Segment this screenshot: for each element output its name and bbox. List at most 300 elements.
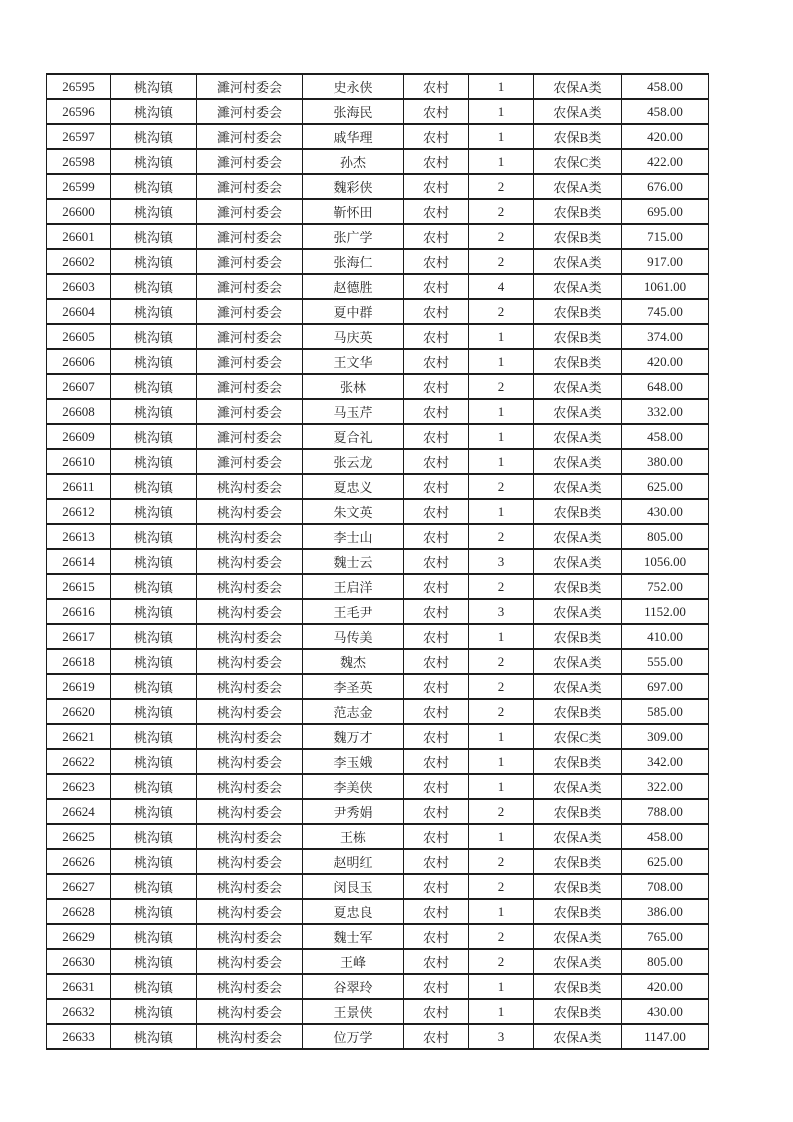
- table-row: [47, 674, 709, 699]
- cell-person-count: 1: [469, 499, 534, 524]
- cell-insurance-category: 农保A类: [534, 1024, 622, 1049]
- cell-village-committee: 桃沟村委会: [197, 874, 303, 899]
- cell-residence-type: 农村: [404, 949, 469, 974]
- cell-amount: 752.00: [622, 574, 709, 599]
- cell-person-name: 赵德胜: [303, 274, 404, 299]
- cell-village-committee: 桃沟村委会: [197, 699, 303, 724]
- cell-town: 桃沟镇: [111, 349, 197, 374]
- cell-village-committee: 桃沟村委会: [197, 774, 303, 799]
- cell-residence-type: 农村: [404, 349, 469, 374]
- cell-person-count: 2: [469, 374, 534, 399]
- cell-residence-type: 农村: [404, 899, 469, 924]
- cell-residence-type: 农村: [404, 399, 469, 424]
- cell-amount: 765.00: [622, 924, 709, 949]
- table-row: [47, 174, 709, 199]
- cell-person-name: 王毛尹: [303, 599, 404, 624]
- table-row: [47, 774, 709, 799]
- cell-insurance-category: 农保A类: [534, 424, 622, 449]
- cell-residence-type: 农村: [404, 124, 469, 149]
- cell-amount: 410.00: [622, 624, 709, 649]
- cell-amount: 420.00: [622, 974, 709, 999]
- cell-serial: 26598: [47, 149, 111, 174]
- cell-person-name: 戚华理: [303, 124, 404, 149]
- cell-village-committee: 濉河村委会: [197, 374, 303, 399]
- cell-serial: 26626: [47, 849, 111, 874]
- cell-person-count: 2: [469, 199, 534, 224]
- cell-insurance-category: 农保B类: [534, 349, 622, 374]
- cell-town: 桃沟镇: [111, 699, 197, 724]
- cell-amount: 1152.00: [622, 599, 709, 624]
- cell-town: 桃沟镇: [111, 199, 197, 224]
- cell-person-count: 2: [469, 574, 534, 599]
- cell-amount: 332.00: [622, 399, 709, 424]
- cell-serial: 26610: [47, 449, 111, 474]
- cell-serial: 26606: [47, 349, 111, 374]
- cell-village-committee: 桃沟村委会: [197, 474, 303, 499]
- table-row: [47, 124, 709, 149]
- cell-person-count: 1: [469, 99, 534, 124]
- cell-village-committee: 桃沟村委会: [197, 574, 303, 599]
- cell-insurance-category: 农保B类: [534, 299, 622, 324]
- cell-insurance-category: 农保A类: [534, 524, 622, 549]
- cell-town: 桃沟镇: [111, 524, 197, 549]
- table-row: [47, 399, 709, 424]
- cell-person-name: 王景侠: [303, 999, 404, 1024]
- cell-person-count: 3: [469, 549, 534, 574]
- cell-person-count: 2: [469, 799, 534, 824]
- cell-town: 桃沟镇: [111, 724, 197, 749]
- cell-town: 桃沟镇: [111, 574, 197, 599]
- cell-insurance-category: 农保A类: [534, 274, 622, 299]
- cell-insurance-category: 农保B类: [534, 849, 622, 874]
- table-row: [47, 699, 709, 724]
- table-row: [47, 224, 709, 249]
- table-row: [47, 249, 709, 274]
- cell-insurance-category: 农保A类: [534, 774, 622, 799]
- table-row: [47, 999, 709, 1024]
- payment-roster-table: [46, 73, 709, 1050]
- cell-town: 桃沟镇: [111, 874, 197, 899]
- cell-town: 桃沟镇: [111, 1024, 197, 1049]
- cell-residence-type: 农村: [404, 699, 469, 724]
- cell-village-committee: 桃沟村委会: [197, 924, 303, 949]
- cell-person-name: 张广学: [303, 224, 404, 249]
- cell-residence-type: 农村: [404, 574, 469, 599]
- cell-residence-type: 农村: [404, 624, 469, 649]
- cell-serial: 26633: [47, 1024, 111, 1049]
- cell-person-name: 李玉娥: [303, 749, 404, 774]
- cell-village-committee: 桃沟村委会: [197, 1024, 303, 1049]
- cell-amount: 708.00: [622, 874, 709, 899]
- cell-insurance-category: 农保A类: [534, 74, 622, 99]
- cell-residence-type: 农村: [404, 524, 469, 549]
- cell-town: 桃沟镇: [111, 549, 197, 574]
- table-row: [47, 149, 709, 174]
- cell-person-name: 李圣英: [303, 674, 404, 699]
- cell-person-name: 孙杰: [303, 149, 404, 174]
- cell-person-count: 2: [469, 649, 534, 674]
- cell-amount: 805.00: [622, 949, 709, 974]
- cell-person-name: 王文华: [303, 349, 404, 374]
- cell-person-name: 王启洋: [303, 574, 404, 599]
- cell-person-count: 2: [469, 699, 534, 724]
- table-row: [47, 574, 709, 599]
- cell-village-committee: 桃沟村委会: [197, 549, 303, 574]
- cell-insurance-category: 农保B类: [534, 124, 622, 149]
- cell-person-count: 2: [469, 849, 534, 874]
- cell-insurance-category: 农保B类: [534, 574, 622, 599]
- cell-residence-type: 农村: [404, 724, 469, 749]
- table-row: [47, 749, 709, 774]
- cell-amount: 1056.00: [622, 549, 709, 574]
- cell-insurance-category: 农保B类: [534, 799, 622, 824]
- cell-village-committee: 桃沟村委会: [197, 624, 303, 649]
- cell-serial: 26619: [47, 674, 111, 699]
- cell-person-count: 2: [469, 524, 534, 549]
- cell-residence-type: 农村: [404, 149, 469, 174]
- cell-serial: 26613: [47, 524, 111, 549]
- cell-serial: 26629: [47, 924, 111, 949]
- cell-person-count: 3: [469, 1024, 534, 1049]
- cell-amount: 458.00: [622, 74, 709, 99]
- cell-insurance-category: 农保B类: [534, 324, 622, 349]
- cell-insurance-category: 农保B类: [534, 874, 622, 899]
- cell-town: 桃沟镇: [111, 274, 197, 299]
- cell-serial: 26608: [47, 399, 111, 424]
- cell-person-name: 赵明红: [303, 849, 404, 874]
- cell-residence-type: 农村: [404, 674, 469, 699]
- cell-town: 桃沟镇: [111, 424, 197, 449]
- cell-village-committee: 濉河村委会: [197, 224, 303, 249]
- cell-person-name: 位万学: [303, 1024, 404, 1049]
- cell-town: 桃沟镇: [111, 824, 197, 849]
- cell-town: 桃沟镇: [111, 249, 197, 274]
- cell-serial: 26632: [47, 999, 111, 1024]
- cell-town: 桃沟镇: [111, 499, 197, 524]
- cell-amount: 555.00: [622, 649, 709, 674]
- cell-town: 桃沟镇: [111, 674, 197, 699]
- cell-residence-type: 农村: [404, 1024, 469, 1049]
- cell-person-name: 魏彩侠: [303, 174, 404, 199]
- cell-insurance-category: 农保A类: [534, 174, 622, 199]
- cell-serial: 26596: [47, 99, 111, 124]
- cell-town: 桃沟镇: [111, 924, 197, 949]
- cell-town: 桃沟镇: [111, 124, 197, 149]
- cell-residence-type: 农村: [404, 999, 469, 1024]
- cell-village-committee: 桃沟村委会: [197, 899, 303, 924]
- cell-village-committee: 濉河村委会: [197, 299, 303, 324]
- cell-insurance-category: 农保A类: [534, 99, 622, 124]
- cell-person-name: 王栋: [303, 824, 404, 849]
- cell-amount: 322.00: [622, 774, 709, 799]
- cell-person-name: 魏士军: [303, 924, 404, 949]
- cell-insurance-category: 农保B类: [534, 749, 622, 774]
- cell-serial: 26599: [47, 174, 111, 199]
- cell-person-count: 2: [469, 299, 534, 324]
- cell-town: 桃沟镇: [111, 749, 197, 774]
- cell-person-count: 1: [469, 824, 534, 849]
- cell-serial: 26607: [47, 374, 111, 399]
- cell-village-committee: 桃沟村委会: [197, 599, 303, 624]
- cell-person-count: 3: [469, 599, 534, 624]
- table-row: [47, 849, 709, 874]
- table-row: [47, 724, 709, 749]
- cell-amount: 430.00: [622, 499, 709, 524]
- cell-amount: 420.00: [622, 349, 709, 374]
- cell-insurance-category: 农保A类: [534, 924, 622, 949]
- cell-insurance-category: 农保A类: [534, 249, 622, 274]
- cell-town: 桃沟镇: [111, 449, 197, 474]
- table-row: [47, 1024, 709, 1049]
- table-row: [47, 824, 709, 849]
- cell-town: 桃沟镇: [111, 299, 197, 324]
- cell-person-name: 张海民: [303, 99, 404, 124]
- cell-amount: 745.00: [622, 299, 709, 324]
- cell-serial: 26622: [47, 749, 111, 774]
- cell-serial: 26630: [47, 949, 111, 974]
- cell-person-count: 2: [469, 474, 534, 499]
- cell-amount: 458.00: [622, 424, 709, 449]
- cell-person-count: 1: [469, 124, 534, 149]
- table-row: [47, 474, 709, 499]
- cell-town: 桃沟镇: [111, 649, 197, 674]
- cell-person-name: 魏士云: [303, 549, 404, 574]
- cell-insurance-category: 农保B类: [534, 999, 622, 1024]
- cell-insurance-category: 农保A类: [534, 399, 622, 424]
- table-row: [47, 99, 709, 124]
- cell-serial: 26595: [47, 74, 111, 99]
- cell-person-name: 李士山: [303, 524, 404, 549]
- cell-person-count: 1: [469, 149, 534, 174]
- cell-insurance-category: 农保A类: [534, 599, 622, 624]
- cell-insurance-category: 农保B类: [534, 699, 622, 724]
- cell-insurance-category: 农保A类: [534, 949, 622, 974]
- cell-amount: 458.00: [622, 824, 709, 849]
- cell-residence-type: 农村: [404, 449, 469, 474]
- table-row: [47, 74, 709, 99]
- table-row: [47, 624, 709, 649]
- cell-amount: 309.00: [622, 724, 709, 749]
- cell-residence-type: 农村: [404, 649, 469, 674]
- cell-serial: 26617: [47, 624, 111, 649]
- cell-person-name: 马庆英: [303, 324, 404, 349]
- cell-residence-type: 农村: [404, 74, 469, 99]
- cell-serial: 26614: [47, 549, 111, 574]
- cell-village-committee: 濉河村委会: [197, 249, 303, 274]
- cell-amount: 805.00: [622, 524, 709, 549]
- table-row: [47, 374, 709, 399]
- table-row: [47, 649, 709, 674]
- cell-person-name: 马玉芹: [303, 399, 404, 424]
- table-row: [47, 899, 709, 924]
- table-row: [47, 349, 709, 374]
- cell-person-count: 1: [469, 999, 534, 1024]
- cell-insurance-category: 农保A类: [534, 549, 622, 574]
- table-row: [47, 799, 709, 824]
- cell-village-committee: 桃沟村委会: [197, 499, 303, 524]
- cell-village-committee: 濉河村委会: [197, 174, 303, 199]
- cell-residence-type: 农村: [404, 824, 469, 849]
- cell-residence-type: 农村: [404, 799, 469, 824]
- cell-person-name: 王峰: [303, 949, 404, 974]
- cell-village-committee: 濉河村委会: [197, 424, 303, 449]
- cell-amount: 374.00: [622, 324, 709, 349]
- cell-residence-type: 农村: [404, 549, 469, 574]
- cell-person-name: 夏合礼: [303, 424, 404, 449]
- cell-residence-type: 农村: [404, 224, 469, 249]
- table-body: [47, 74, 709, 1049]
- cell-person-count: 1: [469, 74, 534, 99]
- cell-insurance-category: 农保A类: [534, 674, 622, 699]
- cell-person-count: 1: [469, 899, 534, 924]
- cell-amount: 788.00: [622, 799, 709, 824]
- cell-village-committee: 桃沟村委会: [197, 849, 303, 874]
- cell-serial: 26625: [47, 824, 111, 849]
- table-row: [47, 974, 709, 999]
- cell-insurance-category: 农保B类: [534, 624, 622, 649]
- cell-person-name: 马传美: [303, 624, 404, 649]
- cell-person-name: 李美侠: [303, 774, 404, 799]
- cell-town: 桃沟镇: [111, 624, 197, 649]
- cell-residence-type: 农村: [404, 249, 469, 274]
- cell-village-committee: 濉河村委会: [197, 149, 303, 174]
- cell-amount: 697.00: [622, 674, 709, 699]
- cell-amount: 585.00: [622, 699, 709, 724]
- cell-residence-type: 农村: [404, 99, 469, 124]
- cell-village-committee: 濉河村委会: [197, 99, 303, 124]
- table-row: [47, 199, 709, 224]
- cell-town: 桃沟镇: [111, 774, 197, 799]
- cell-insurance-category: 农保B类: [534, 974, 622, 999]
- cell-amount: 458.00: [622, 99, 709, 124]
- cell-serial: 26609: [47, 424, 111, 449]
- cell-town: 桃沟镇: [111, 99, 197, 124]
- table-row: [47, 549, 709, 574]
- cell-insurance-category: 农保B类: [534, 224, 622, 249]
- cell-person-name: 尹秀娟: [303, 799, 404, 824]
- cell-amount: 695.00: [622, 199, 709, 224]
- cell-residence-type: 农村: [404, 299, 469, 324]
- cell-insurance-category: 农保A类: [534, 649, 622, 674]
- cell-village-committee: 桃沟村委会: [197, 749, 303, 774]
- cell-serial: 26624: [47, 799, 111, 824]
- cell-person-count: 1: [469, 749, 534, 774]
- cell-person-count: 2: [469, 174, 534, 199]
- cell-person-count: 4: [469, 274, 534, 299]
- cell-town: 桃沟镇: [111, 899, 197, 924]
- cell-person-count: 1: [469, 449, 534, 474]
- cell-town: 桃沟镇: [111, 74, 197, 99]
- cell-residence-type: 农村: [404, 424, 469, 449]
- cell-serial: 26618: [47, 649, 111, 674]
- cell-village-committee: 濉河村委会: [197, 199, 303, 224]
- cell-amount: 422.00: [622, 149, 709, 174]
- table-row: [47, 299, 709, 324]
- cell-residence-type: 农村: [404, 774, 469, 799]
- cell-person-count: 2: [469, 874, 534, 899]
- cell-insurance-category: 农保A类: [534, 449, 622, 474]
- cell-person-name: 张海仁: [303, 249, 404, 274]
- cell-person-name: 魏杰: [303, 649, 404, 674]
- cell-village-committee: 桃沟村委会: [197, 799, 303, 824]
- cell-amount: 342.00: [622, 749, 709, 774]
- cell-amount: 676.00: [622, 174, 709, 199]
- cell-person-name: 史永侠: [303, 74, 404, 99]
- cell-residence-type: 农村: [404, 274, 469, 299]
- cell-serial: 26627: [47, 874, 111, 899]
- table-row: [47, 274, 709, 299]
- cell-serial: 26615: [47, 574, 111, 599]
- cell-town: 桃沟镇: [111, 174, 197, 199]
- cell-person-count: 1: [469, 624, 534, 649]
- cell-village-committee: 濉河村委会: [197, 349, 303, 374]
- cell-person-name: 张林: [303, 374, 404, 399]
- cell-village-committee: 濉河村委会: [197, 399, 303, 424]
- cell-town: 桃沟镇: [111, 399, 197, 424]
- cell-person-count: 1: [469, 424, 534, 449]
- cell-residence-type: 农村: [404, 849, 469, 874]
- cell-amount: 648.00: [622, 374, 709, 399]
- cell-person-count: 1: [469, 349, 534, 374]
- cell-residence-type: 农村: [404, 749, 469, 774]
- cell-amount: 380.00: [622, 449, 709, 474]
- cell-serial: 26611: [47, 474, 111, 499]
- cell-person-count: 1: [469, 974, 534, 999]
- cell-amount: 625.00: [622, 474, 709, 499]
- cell-person-count: 1: [469, 399, 534, 424]
- cell-insurance-category: 农保B类: [534, 899, 622, 924]
- cell-residence-type: 农村: [404, 374, 469, 399]
- cell-insurance-category: 农保A类: [534, 374, 622, 399]
- table-row: [47, 449, 709, 474]
- cell-village-committee: 桃沟村委会: [197, 974, 303, 999]
- cell-serial: 26603: [47, 274, 111, 299]
- table-row: [47, 924, 709, 949]
- cell-serial: 26620: [47, 699, 111, 724]
- cell-person-count: 2: [469, 674, 534, 699]
- table-row: [47, 599, 709, 624]
- cell-insurance-category: 农保A类: [534, 474, 622, 499]
- cell-town: 桃沟镇: [111, 949, 197, 974]
- cell-town: 桃沟镇: [111, 224, 197, 249]
- cell-village-committee: 桃沟村委会: [197, 724, 303, 749]
- cell-insurance-category: 农保C类: [534, 724, 622, 749]
- table-row: [47, 874, 709, 899]
- cell-serial: 26601: [47, 224, 111, 249]
- cell-person-name: 范志金: [303, 699, 404, 724]
- table-row: [47, 524, 709, 549]
- cell-town: 桃沟镇: [111, 149, 197, 174]
- cell-serial: 26628: [47, 899, 111, 924]
- cell-residence-type: 农村: [404, 199, 469, 224]
- cell-serial: 26602: [47, 249, 111, 274]
- cell-person-count: 1: [469, 324, 534, 349]
- cell-town: 桃沟镇: [111, 799, 197, 824]
- cell-town: 桃沟镇: [111, 474, 197, 499]
- cell-residence-type: 农村: [404, 324, 469, 349]
- cell-person-count: 2: [469, 949, 534, 974]
- cell-insurance-category: 农保B类: [534, 499, 622, 524]
- cell-village-committee: 濉河村委会: [197, 74, 303, 99]
- cell-residence-type: 农村: [404, 474, 469, 499]
- cell-serial: 26616: [47, 599, 111, 624]
- cell-amount: 1147.00: [622, 1024, 709, 1049]
- cell-residence-type: 农村: [404, 924, 469, 949]
- cell-insurance-category: 农保B类: [534, 199, 622, 224]
- cell-village-committee: 桃沟村委会: [197, 649, 303, 674]
- cell-residence-type: 农村: [404, 599, 469, 624]
- cell-town: 桃沟镇: [111, 599, 197, 624]
